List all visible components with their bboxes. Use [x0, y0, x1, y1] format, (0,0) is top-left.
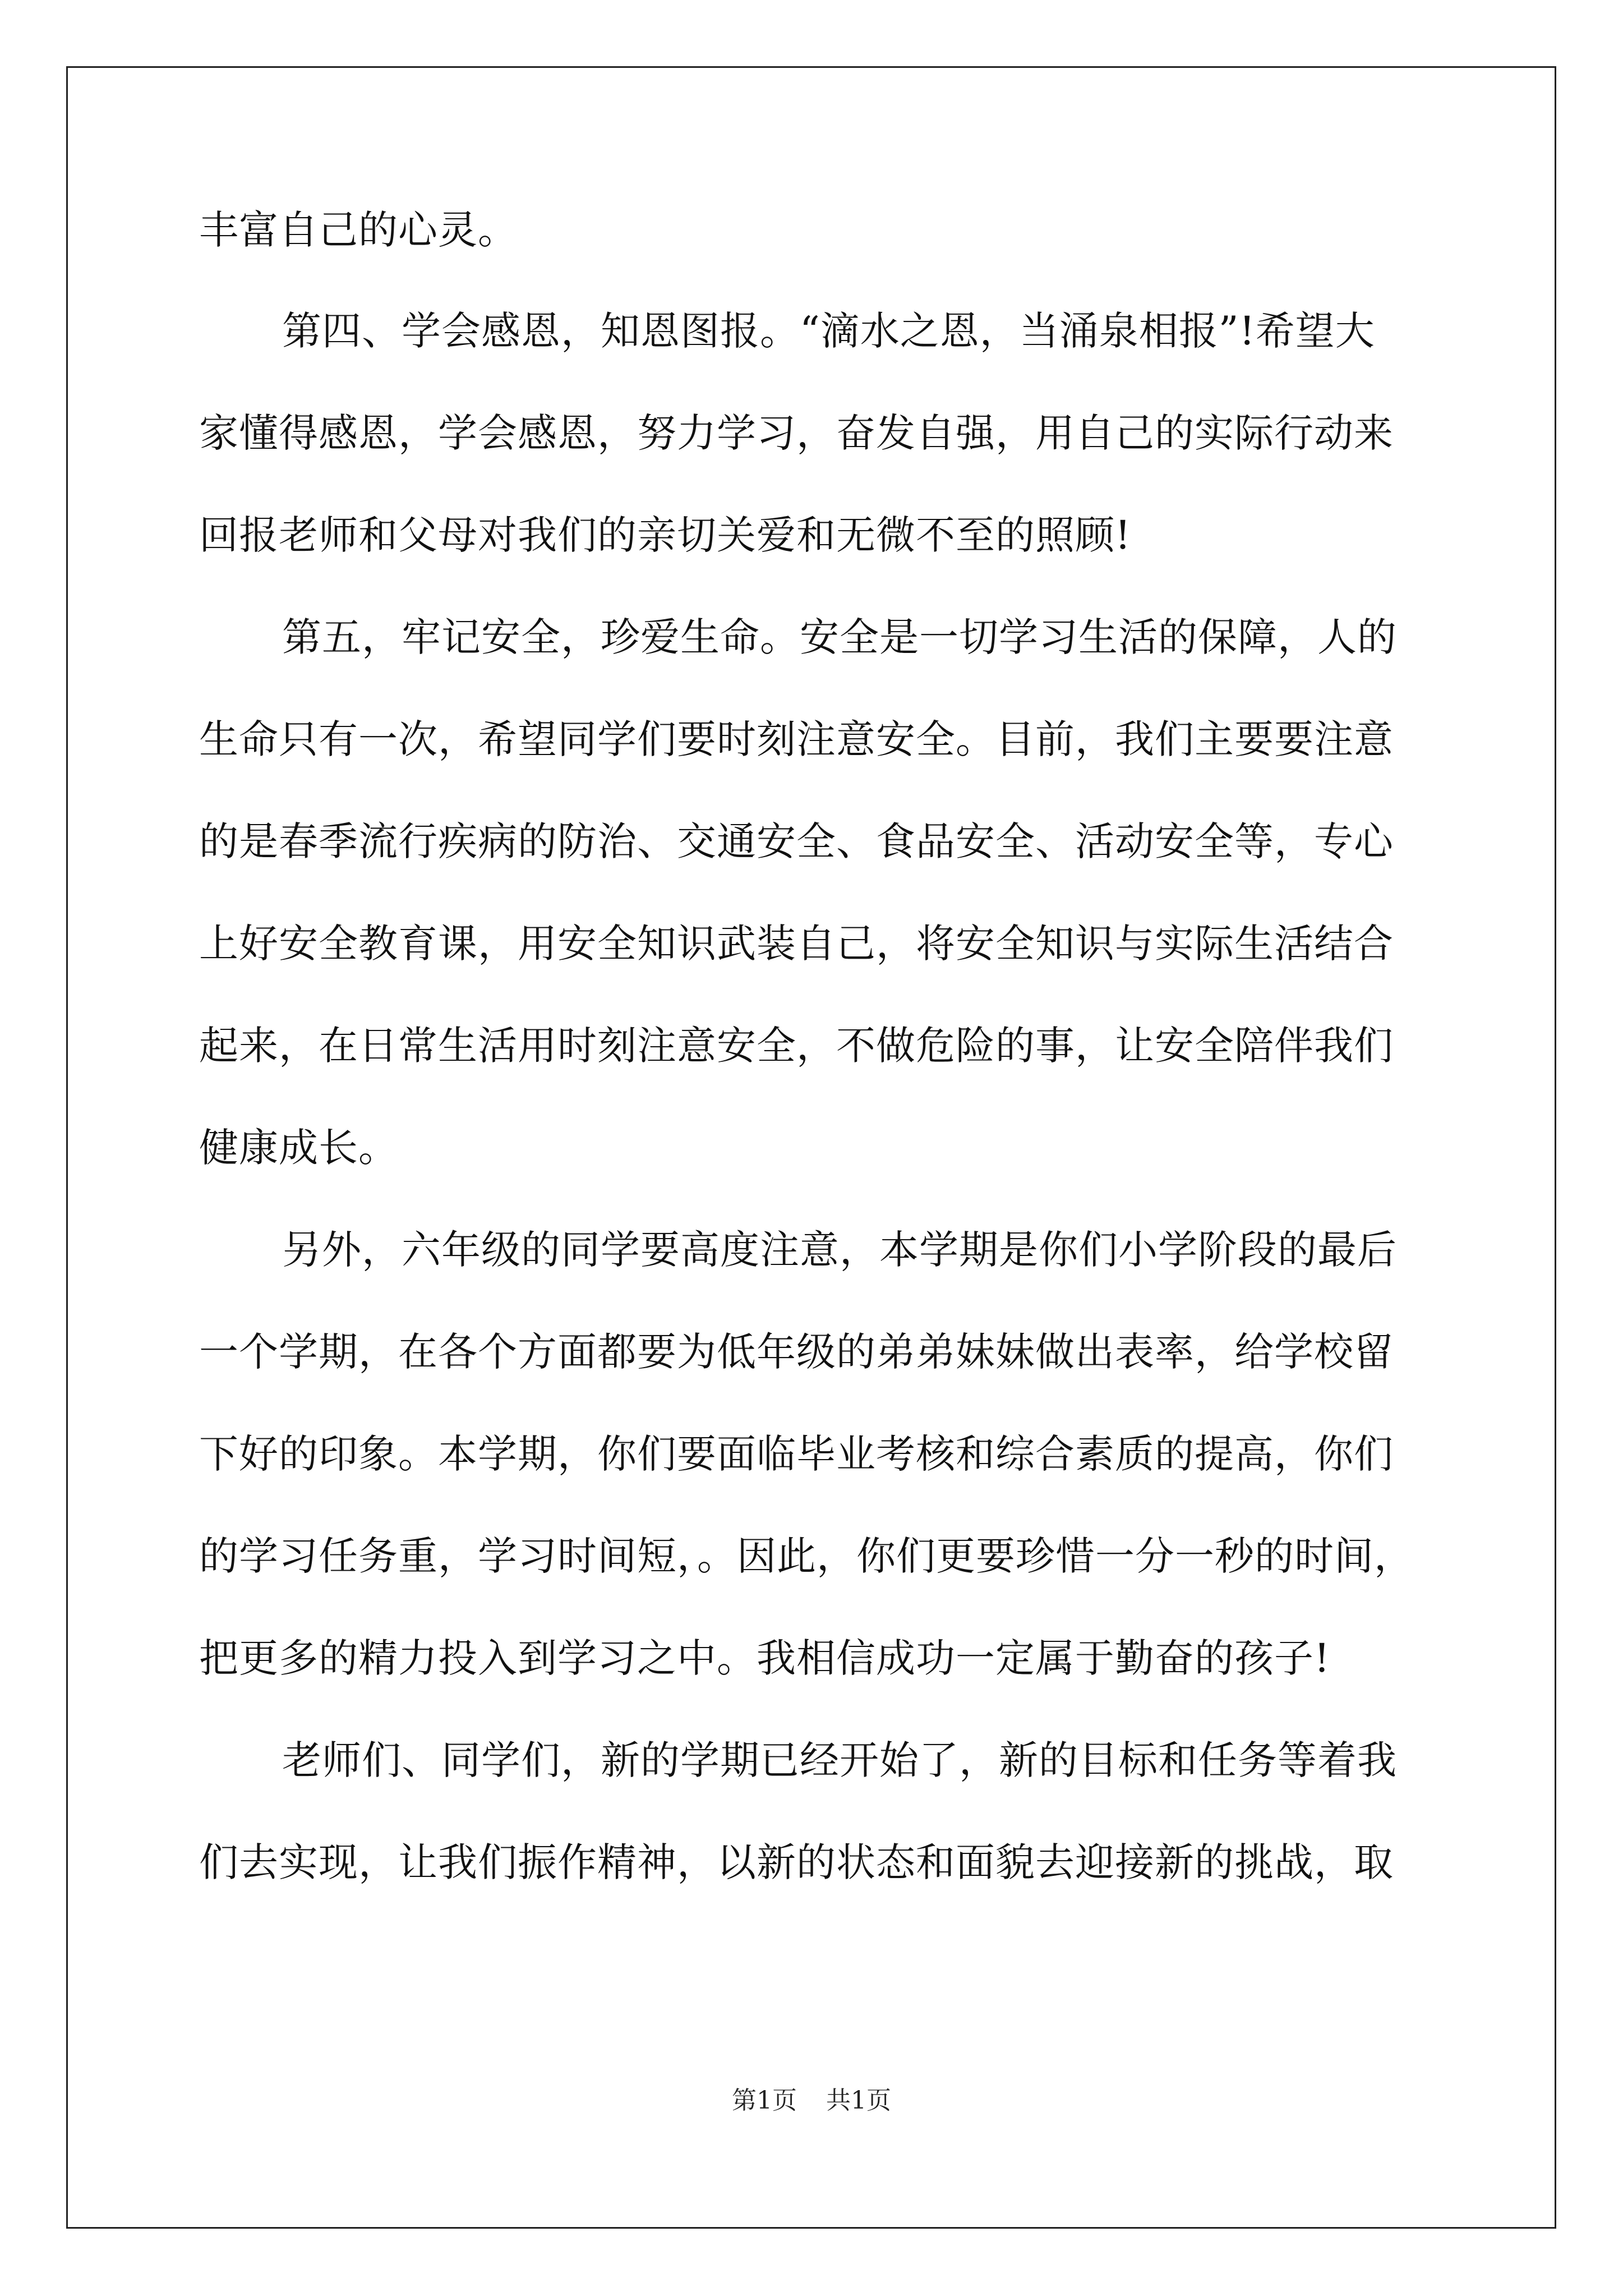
text-line: 的是春季流行疾病的防治、交通安全、食品安全、活动安全等，专心	[199, 818, 1394, 864]
text-line: 把更多的精力投入到学习之中。我相信成功一定属于勤奋的孩子!	[199, 1635, 1331, 1681]
page-footer	[0, 2084, 1623, 2118]
text-line: 的学习任务重，学习时间短，。因此，你们更要珍惜一分一秒的时间，	[199, 1533, 1414, 1579]
paragraph-first-line: 第四、学会感恩，知恩图报。“滴水之恩，当涌泉相报”!希望大	[282, 308, 1375, 354]
text-line: 起来，在日常生活用时刻注意安全，不做危险的事，让安全陪伴我们	[199, 1023, 1394, 1069]
text-line: 回报老师和父母对我们的亲切关爱和无微不至的照顾!	[199, 512, 1132, 558]
text-line: 下好的印象。本学期，你们要面临毕业考核和综合素质的提高，你们	[199, 1431, 1394, 1477]
page-total: 共1页	[826, 2086, 891, 2115]
paragraph-first-line: 第五，牢记安全，珍爱生命。安全是一切学习生活的保障，人的	[282, 614, 1397, 660]
text-line: 健康成长。	[199, 1125, 398, 1171]
text-line: 一个学期，在各个方面都要为低年级的弟弟妹妹做出表率，给学校留	[199, 1329, 1394, 1375]
text-line: 们去实现，让我们振作精神，以新的状态和面貌去迎接新的挑战，取	[199, 1839, 1394, 1885]
paragraph-first-line: 老师们、同学们，新的学期已经开始了，新的目标和任务等着我	[282, 1737, 1397, 1783]
text-line: 丰富自己的心灵。	[199, 207, 518, 253]
text-line: 生命只有一次，希望同学们要时刻注意安全。目前，我们主要要注意	[199, 716, 1394, 762]
text-line: 上好安全教育课，用安全知识武装自己，将安全知识与实际生活结合	[199, 921, 1394, 967]
text-line: 家懂得感恩，学会感恩，努力学习，奋发自强，用自己的实际行动来	[199, 410, 1394, 456]
page-number: 第1页	[732, 2086, 797, 2115]
paragraph-first-line: 另外，六年级的同学要高度注意，本学期是你们小学阶段的最后	[282, 1227, 1397, 1273]
